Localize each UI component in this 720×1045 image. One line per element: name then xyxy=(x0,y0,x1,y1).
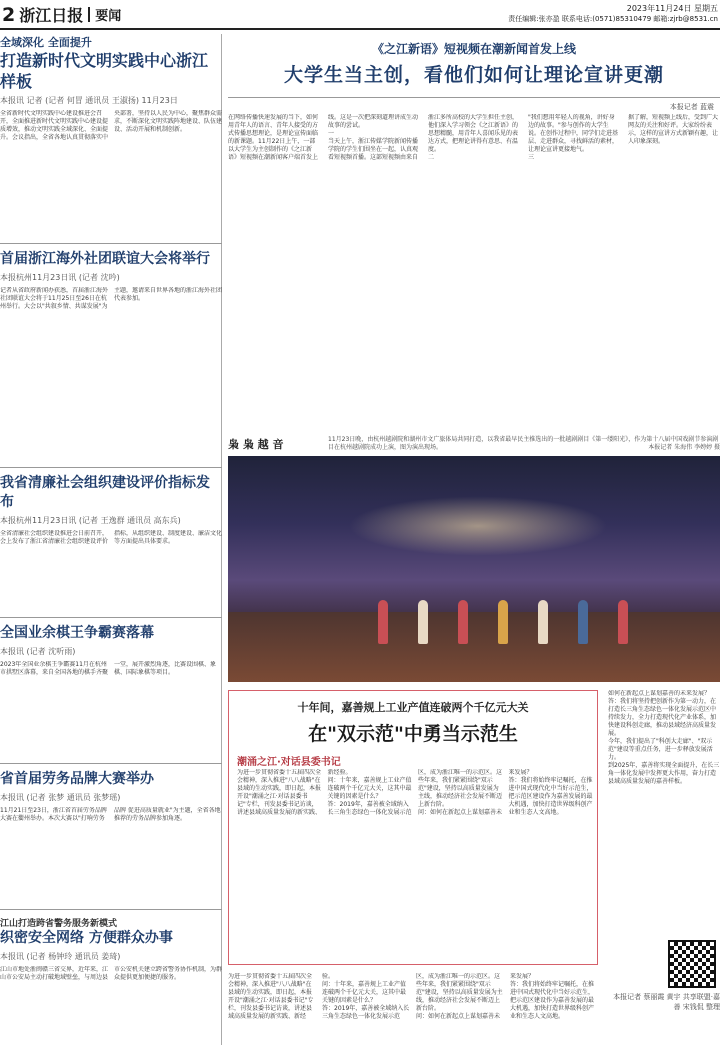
article-chess xyxy=(0,624,222,764)
top-story-headline: 大学生当主创，看他们如何让理论宣讲更潮 xyxy=(283,64,664,86)
photo-caption xyxy=(328,436,720,452)
feature-headline: 在"双示范"中勇当示范生 xyxy=(308,723,518,745)
article-kicker: 全域深化 全面提升 xyxy=(0,36,92,49)
performer-figure xyxy=(538,600,548,644)
article-civilization xyxy=(0,34,222,244)
feature-author: 本报记者 蔡丽霞 黄宇 共享联盟·嘉善 宋钱侃 整理 xyxy=(613,993,720,1011)
article-headline: 首届浙江海外社团联谊大会将举行 xyxy=(0,251,210,267)
qr-code-icon[interactable] xyxy=(668,940,716,988)
top-story-body: 在网络传播快速发展的当下，如何用青年人的语言、青年人接受的方式传播思想理论，是理论宣传面临的新课题。11月22日上午，一部以大学生为主创制作的《之江新语》短视频在潮新闻客户端首发上线。这是一次把深刻道理讲成生动故事的尝试。 一 当天上午，浙江传媒学院新闻传播学院的学生们围坐在一起，认真观看短视频首播。这部短视频由来自浙江多所高校的大学生担任主创，他们深入学习领会《之江新语》的思想精髓，用青年人喜闻乐见的表达方式，把理论讲得有意思、有温度。 二 "我们想用年轻人的视角，讲好身边的故事。"参与创作的大学生说。在创作过程中，同学们走进基层、走进群众，寻找鲜活的素材，让理论宣讲更接地气。 三 据了解，短视频上线后，受到广大网友的关注和好评。大家纷纷表示，这样的宣讲方式新颖有趣，让人印象深刻。 xyxy=(228,114,719,161)
right-column xyxy=(228,34,720,1045)
feature-kicker: 十年间，嘉善规上工业产值连破两个千亿元大关 xyxy=(297,701,529,714)
article-headline: 全国业余棋王争霸赛落幕 xyxy=(0,625,154,641)
top-story-kicker: 《之江新语》短视频在潮新闻首发上线 xyxy=(371,42,576,56)
feature-article xyxy=(228,690,720,1045)
article-byline: 本报杭州11月23日讯 (记者 王逸群 通讯员 高东兵) xyxy=(0,516,181,525)
article-byline: 本报讯 (记者 沈听雨) xyxy=(0,647,76,656)
photo-title: 枭 枭 越 音 xyxy=(228,438,284,451)
feature-column-label: 潮涌之江·对话县委书记 xyxy=(237,757,341,768)
article-headline: 省首届劳务品牌大赛举办 xyxy=(0,771,154,787)
issue-date: 2023年11月24日 星期五 xyxy=(626,4,718,13)
performer-figure xyxy=(418,600,428,644)
article-kicker: 江山打造跨省警务服务新模式 xyxy=(0,919,118,929)
masthead-right xyxy=(508,3,718,25)
left-column xyxy=(0,34,222,1045)
article-body: 11月21日至23日，浙江省首届劳务品牌大赛在衢州举办。本次大赛以"打响劳务品牌 促进高质量就业"为主题，全省各地推荐的劳务品牌参加角逐。 xyxy=(0,807,221,822)
article-byline: 本报讯 (记者 杨钟玲 通讯员 姜琦) xyxy=(0,952,121,961)
article-overseas-societies xyxy=(0,250,222,468)
article-body: 全省新时代文明实践中心建设推进会召开，全面推进新时代文明实践中心建设提质增效，推动文明实践全域深化、全面提升。会议指出，全省各地认真贯彻落实中央部署，坚持以人民为中心，聚焦群众需求，不断深化文明实践阵地建设、队伍建设、活动开展和机制创新。 xyxy=(0,110,222,141)
article-body: 记者从省政府新闻办获悉，首届浙江海外社团联谊大会将于11月25日至26日在杭州举行。大会以"共叙乡情、共谋发展"为主题，邀请来自世界各地的浙江海外社团代表参加。 xyxy=(0,287,222,310)
article-body: 江山市地处浙闽赣三省交界，近年来，江山市公安局主动打破地域壁垒，与周边县市公安机关建立跨省警务协作机制，为群众提供更加便捷的服务。 xyxy=(0,966,222,981)
feature-side-body: 如何在新起点上谋划嘉善的未来发展？ 答：我们将坚持把创新作为第一动力，在打造长三角生态绿色一体化发展示范区中持续发力，全力打造现代化产业体系，加快建设科创走廊，推动县域经济高质量发展。 今年，我们提出了"科创大走廊"、"双示范"建设等重点任务，进一步释放发展活力。 到2025年，嘉善将实现全面提升，在长三角一体化发展中发挥更大作用，奋力打造县域高质量发展的嘉善样板。 xyxy=(608,690,720,785)
stage-floor xyxy=(228,612,720,682)
masthead-left xyxy=(2,3,121,26)
editor-info: 责任编辑:张亦盈 联系电话:(0571)85310479 邮箱:zjrb@8531.cn xyxy=(508,15,718,23)
section-name: 要闻 xyxy=(95,9,122,24)
article-headline: 打造新时代文明实践中心浙江样板 xyxy=(0,51,209,91)
article-police xyxy=(0,916,222,1045)
performer-figure xyxy=(458,600,468,644)
article-byline: 本报杭州11月23日讯 (记者 沈吟) xyxy=(0,273,120,282)
performer-figure xyxy=(498,600,508,644)
masthead xyxy=(0,0,720,30)
photo-caption-text: 11月23日晚，由杭州越剧院和湖州市文广旅体局共同打造，以我省最早民主推选出的一批越剧剧目《第一缕阳光》，作为第十八届中国戏剧节参演剧目在杭州越剧院成功上演，图为演出现场。 xyxy=(328,436,719,451)
feature-continuation: 为进一步贯彻省委十五届四次全会精神，深入推进"八八战略"在县域的生动实践，即日起，本报开设"潮涌之江·对话县委书记"专栏，刊发县委书记访谈，讲述县域高质量发展的新实践、新经验。 问：十年来，嘉善规上工业产值连破两个千亿元大关，这其中最关键的因素是什么？ 答：2019年，嘉善被全域纳入长三角生态绿色一体化发展示范区，成为浙江唯一的示范区。这些年来，我们紧紧围绕"双示范"建设，坚持以高质量发展为主线，推动经济社会发展不断迈上新台阶。 问：如何在新起点上谋划嘉善未来发展？ 答：我们将始终牢记嘱托，在推进中国式现代化中当好示范生，把示范区建设作为嘉善发展的最大机遇，加快打造世界级科创产业和生态人文高地。 xyxy=(228,973,595,1020)
feature-frame xyxy=(228,690,598,965)
top-story-byline: 本报记者 蓝震 xyxy=(669,103,714,111)
performer-figure xyxy=(578,600,588,644)
article-body: 全省清廉社会组织建设推进会日前召开，会上发布了浙江省清廉社会组织建设评价指标，从组织建设、制度建设、廉洁文化等方面提出具体要求。 xyxy=(0,530,222,545)
performer-figure xyxy=(378,600,388,644)
feature-body: 为进一步贯彻省委十五届四次全会精神，深入推进"八八战略"在县域的生动实践，即日起，本报开设"潮涌之江·对话县委书记"专栏，刊发县委书记访谈，讲述县域高质量发展的新实践、新经验。 问：十年来，嘉善规上工业产值连破两个千亿元大关，这其中最关键的因素是什么？ 答：2019年，嘉善被全域纳入长三角生态绿色一体化发展示范区，成为浙江唯一的示范区。这些年来，我们紧紧围绕"双示范"建设，坚持以高质量发展为主线，推动经济社会发展不断迈上新台阶。 问：如何在新起点上谋划嘉善未来发展？ 答：我们将始终牢记嘱托，在推进中国式现代化中当好示范生，把示范区建设作为嘉善发展的最大机遇，加快打造世界级科创产业和生态人文高地。 xyxy=(237,769,593,816)
photo-credit: 本报记者 朱海伟 李娉婷 摄 xyxy=(648,444,720,451)
article-headline: 织密安全网络 方便群众办事 xyxy=(0,930,173,946)
article-byline: 本报讯 (记者 张梦 通讯员 张梦瑶) xyxy=(0,793,121,802)
article-clean-org xyxy=(0,474,222,618)
performer-figure xyxy=(618,600,628,644)
stage-light xyxy=(348,496,608,556)
page-number: 2 xyxy=(2,3,16,26)
photo-block xyxy=(228,436,720,682)
article-labor-brand xyxy=(0,770,222,910)
top-story-header xyxy=(228,34,720,98)
article-headline: 我省清廉社会组织建设评价指标发布 xyxy=(0,475,210,510)
masthead-divider xyxy=(88,7,90,22)
opera-stage-photo xyxy=(228,456,720,682)
article-byline: 本报讯 记者 (记者 何冒 通讯员 王淑扬) 11月23日 xyxy=(0,96,178,105)
paper-name: 浙江日报 xyxy=(19,6,84,25)
article-body: 2023年全国业余棋王争霸赛11月在杭州市拱墅区落幕，来自全国各地的棋手齐聚一堂，展开激烈角逐，比赛设围棋、象棋、国际象棋等项目。 xyxy=(0,661,217,676)
